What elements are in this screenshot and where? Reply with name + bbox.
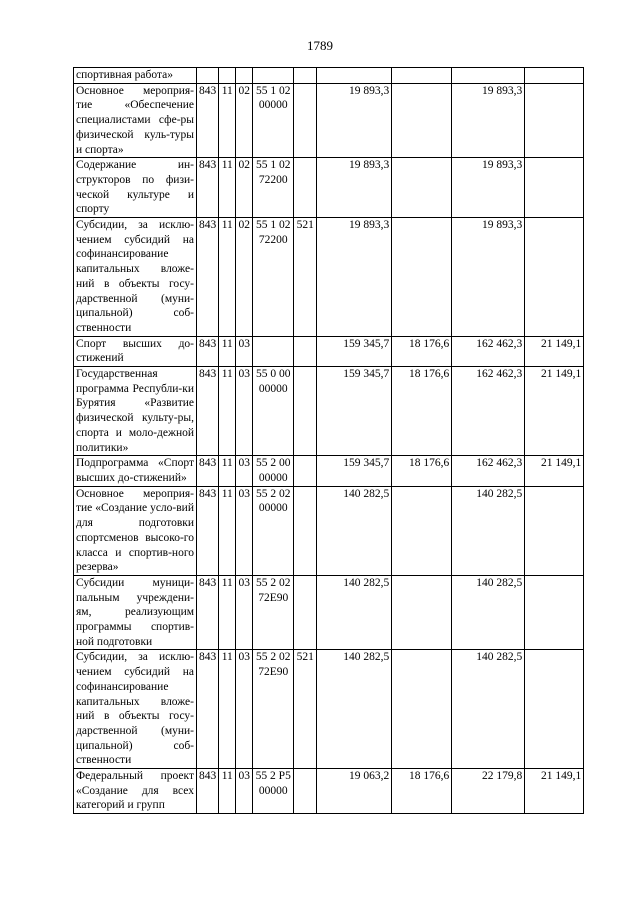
table-row <box>74 367 584 456</box>
row-amount-total-year1: 140 282,5 <box>317 486 392 575</box>
row-amount-total-year1: 19 063,2 <box>317 769 392 814</box>
row-section-code: 11 <box>219 650 236 769</box>
row-amount-federal-year2: 21 149,1 <box>525 456 584 486</box>
table-row <box>74 68 584 84</box>
table-row <box>74 486 584 575</box>
row-target-article: 55 2 P5 00000 <box>253 769 294 814</box>
row-section-code: 11 <box>219 575 236 650</box>
row-amount-federal-year1 <box>392 575 452 650</box>
row-amount-total-year1 <box>317 68 392 84</box>
row-name: Государственная программа Республи-ки Бурятия «Развитие физической культу-ры, спорта и моло-дежной политики» <box>74 367 197 456</box>
row-name: Подпрограмма «Спорт высших до-стижений» <box>74 456 197 486</box>
row-ministry-code: 843 <box>197 158 219 218</box>
row-amount-total-year1: 19 893,3 <box>317 158 392 218</box>
row-amount-total-year2: 140 282,5 <box>452 486 525 575</box>
row-name: спортивная работа» <box>74 68 197 84</box>
row-amount-total-year1: 159 345,7 <box>317 336 392 366</box>
table-row <box>74 83 584 158</box>
row-expense-type <box>294 83 317 158</box>
row-target-article: 55 1 02 72200 <box>253 158 294 218</box>
row-amount-federal-year1: 18 176,6 <box>392 769 452 814</box>
row-expense-type <box>294 486 317 575</box>
row-ministry-code <box>197 68 219 84</box>
row-amount-federal-year2 <box>525 650 584 769</box>
row-subsection-code: 03 <box>236 367 253 456</box>
row-name: Содержание ин-структоров по физи-ческой культуре и спорту <box>74 158 197 218</box>
table-row <box>74 575 584 650</box>
row-amount-total-year2: 19 893,3 <box>452 218 525 337</box>
row-amount-federal-year2 <box>525 158 584 218</box>
row-expense-type <box>294 575 317 650</box>
row-amount-total-year2 <box>452 68 525 84</box>
row-subsection-code: 03 <box>236 336 253 366</box>
row-ministry-code: 843 <box>197 456 219 486</box>
row-section-code: 11 <box>219 367 236 456</box>
row-section-code <box>219 68 236 84</box>
row-name: Основное мероприя-тие «Обеспечение специалистами сфе-ры физической куль-туры и спорта» <box>74 83 197 158</box>
row-amount-total-year1: 159 345,7 <box>317 367 392 456</box>
row-amount-total-year2: 19 893,3 <box>452 83 525 158</box>
row-section-code: 11 <box>219 486 236 575</box>
row-amount-federal-year2: 21 149,1 <box>525 769 584 814</box>
row-target-article: 55 2 02 00000 <box>253 486 294 575</box>
row-section-code: 11 <box>219 769 236 814</box>
row-amount-total-year2: 140 282,5 <box>452 650 525 769</box>
row-expense-type <box>294 456 317 486</box>
row-ministry-code: 843 <box>197 367 219 456</box>
row-amount-total-year2: 162 462,3 <box>452 367 525 456</box>
page-number: 1789 <box>307 38 333 53</box>
row-section-code: 11 <box>219 83 236 158</box>
row-expense-type: 521 <box>294 218 317 337</box>
row-ministry-code: 843 <box>197 486 219 575</box>
row-target-article: 55 2 00 00000 <box>253 456 294 486</box>
row-expense-type <box>294 68 317 84</box>
row-amount-federal-year1 <box>392 650 452 769</box>
row-amount-federal-year1 <box>392 158 452 218</box>
row-target-article: 55 0 00 00000 <box>253 367 294 456</box>
row-target-article: 55 1 02 72200 <box>253 218 294 337</box>
row-amount-total-year1: 140 282,5 <box>317 650 392 769</box>
row-amount-federal-year2 <box>525 575 584 650</box>
row-name: Федеральный проект «Создание для всех категорий и групп <box>74 769 197 814</box>
row-amount-federal-year2 <box>525 218 584 337</box>
row-expense-type <box>294 367 317 456</box>
row-section-code: 11 <box>219 336 236 366</box>
row-target-article: 55 1 02 00000 <box>253 83 294 158</box>
row-section-code: 11 <box>219 218 236 337</box>
row-expense-type <box>294 336 317 366</box>
row-amount-total-year2: 162 462,3 <box>452 456 525 486</box>
table-row <box>74 650 584 769</box>
row-subsection-code: 02 <box>236 218 253 337</box>
row-amount-total-year2: 162 462,3 <box>452 336 525 366</box>
table-row <box>74 158 584 218</box>
row-section-code: 11 <box>219 456 236 486</box>
row-expense-type: 521 <box>294 650 317 769</box>
row-amount-federal-year1 <box>392 486 452 575</box>
row-target-article: 55 2 02 72E90 <box>253 650 294 769</box>
table-row <box>74 769 584 814</box>
row-subsection-code: 02 <box>236 83 253 158</box>
row-amount-federal-year2: 21 149,1 <box>525 336 584 366</box>
row-amount-federal-year1: 18 176,6 <box>392 336 452 366</box>
row-subsection-code: 03 <box>236 575 253 650</box>
row-target-article <box>253 68 294 84</box>
row-subsection-code: 03 <box>236 456 253 486</box>
row-expense-type <box>294 158 317 218</box>
row-section-code: 11 <box>219 158 236 218</box>
budget-table <box>73 67 584 814</box>
row-subsection-code: 03 <box>236 769 253 814</box>
row-amount-total-year2: 140 282,5 <box>452 575 525 650</box>
row-subsection-code: 03 <box>236 650 253 769</box>
row-ministry-code: 843 <box>197 769 219 814</box>
row-amount-federal-year1: 18 176,6 <box>392 456 452 486</box>
row-ministry-code: 843 <box>197 650 219 769</box>
row-ministry-code: 843 <box>197 575 219 650</box>
row-amount-federal-year2 <box>525 83 584 158</box>
row-name: Спорт высших до-стижений <box>74 336 197 366</box>
row-target-article: 55 2 02 72E90 <box>253 575 294 650</box>
row-amount-total-year2: 19 893,3 <box>452 158 525 218</box>
row-amount-federal-year1 <box>392 218 452 337</box>
table-row <box>74 336 584 366</box>
row-expense-type <box>294 769 317 814</box>
row-subsection-code <box>236 68 253 84</box>
row-ministry-code: 843 <box>197 218 219 337</box>
row-amount-federal-year1 <box>392 83 452 158</box>
row-amount-total-year1: 159 345,7 <box>317 456 392 486</box>
row-amount-federal-year2: 21 149,1 <box>525 367 584 456</box>
row-name: Основное мероприя-тие «Создание усло-вий для подготовки спортсменов высоко-го класса и спортив-ного резерва» <box>74 486 197 575</box>
row-name: Субсидии, за исклю-чением субсидий на софинансирование капитальных вложе-ний в объекты госу-дарственной (муни-ципальной) соб-ственности <box>74 218 197 337</box>
row-amount-total-year1: 140 282,5 <box>317 575 392 650</box>
row-amount-federal-year2 <box>525 486 584 575</box>
row-amount-total-year2: 22 179,8 <box>452 769 525 814</box>
row-amount-federal-year1: 18 176,6 <box>392 367 452 456</box>
row-subsection-code: 02 <box>236 158 253 218</box>
row-amount-total-year1: 19 893,3 <box>317 218 392 337</box>
budget-table-body <box>74 68 584 814</box>
row-amount-federal-year1 <box>392 68 452 84</box>
row-name: Субсидии муници-пальным учреждени-ям, реализующим программы спортив-ной подготовки <box>74 575 197 650</box>
row-ministry-code: 843 <box>197 83 219 158</box>
row-amount-total-year1: 19 893,3 <box>317 83 392 158</box>
row-name: Субсидии, за исклю-чением субсидий на софинансирование капитальных вложе-ний в объекты госу-дарственной (муни-ципальной) соб-ственности <box>74 650 197 769</box>
row-target-article <box>253 336 294 366</box>
table-row <box>74 218 584 337</box>
row-amount-federal-year2 <box>525 68 584 84</box>
table-row <box>74 456 584 486</box>
row-ministry-code: 843 <box>197 336 219 366</box>
row-subsection-code: 03 <box>236 486 253 575</box>
